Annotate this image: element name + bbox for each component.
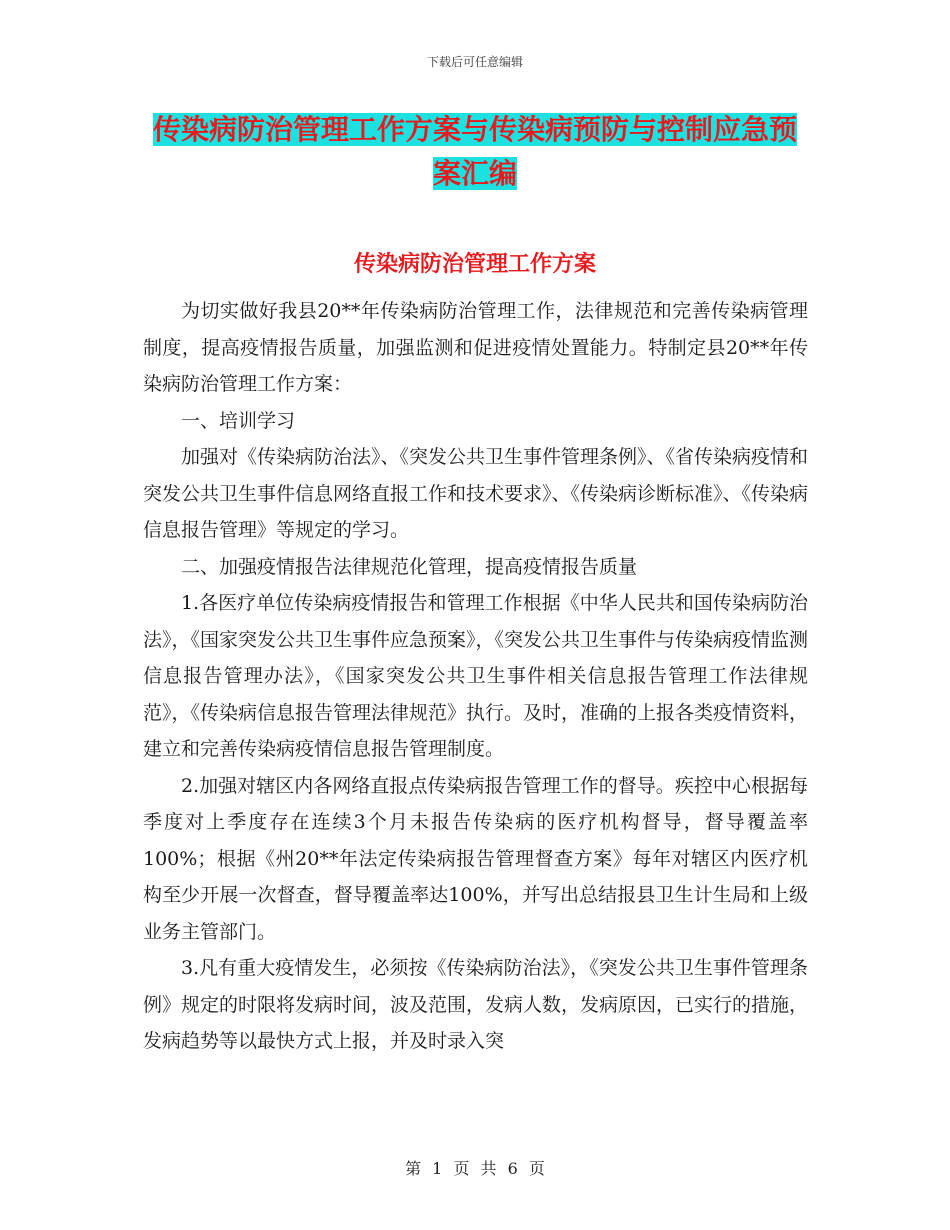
heading-training: 一、培训学习 xyxy=(181,409,296,432)
paragraph-item-1: 1.各医疗单位传染病疫情报告和管理工作根据《中华人民共和国传染病防治法》，《国家突发公共卫生事件应急预案》，《突发公共卫生事件与传染病疫情监测信息报告管理办法》，《国家突发公共卫生事件相关信息报告管理工作法律规范》，《传染病信息报告管理法律规范》执行。及时，准确的上报各类疫情资料，建立和完善传染病疫情信息报告管理制度。 xyxy=(143,592,809,760)
page-footer: 第 1 页 共 6 页 xyxy=(405,1159,545,1178)
paragraph-intro: 为切实做好我县20**年传染病防治管理工作，法律规范和完善传染病管理制度，提高疫情报告质量，加强监测和促进疫情处置能力。特制定县20**年传染病防治管理工作方案： xyxy=(143,300,808,395)
paragraph-training: 加强对《传染病防治法》、《突发公共卫生事件管理条例》、《省传染病疫情和突发公共卫生事件信息网络直报工作和技术要求》、《传染病诊断标准》、《传染病信息报告管理》等规定的学习。 xyxy=(143,446,809,541)
document-title-line-1: 传染病防治管理工作方案与传染病预防与控制应急预 xyxy=(152,113,797,146)
paragraph-item-3: 3.凡有重大疫情发生，必须按《传染病防治法》，《突发公共卫生事件管理条例》规定的时限将发病时间，波及范围，发病人数，发病原因，已实行的措施，发病趋势等以最快方式上报，并及时录入突 xyxy=(143,957,809,1052)
header-note: 下载后可任意编辑 xyxy=(426,55,523,69)
heading-reporting: 二、加强疫情报告法律规范化管理，提高疫情报告质量 xyxy=(181,555,638,578)
document-title xyxy=(140,108,810,196)
section-title: 传染病防治管理工作方案 xyxy=(353,252,596,277)
document-title-line-2: 案汇编 xyxy=(432,157,517,190)
paragraph-item-2: 2.加强对辖区内各网络直报点传染病报告管理工作的督导。疾控中心根据每季度对上季度存在连续3个月未报告传染病的医疗机构督导，督导覆盖率100%；根据《州20**年法定传染病报告管理督查方案》每年对辖区内医疗机构至少开展一次督查，督导覆盖率达100%，并写出总结报县卫生计生局和上级业务主管部门。 xyxy=(143,774,808,943)
document-body xyxy=(143,293,808,1060)
